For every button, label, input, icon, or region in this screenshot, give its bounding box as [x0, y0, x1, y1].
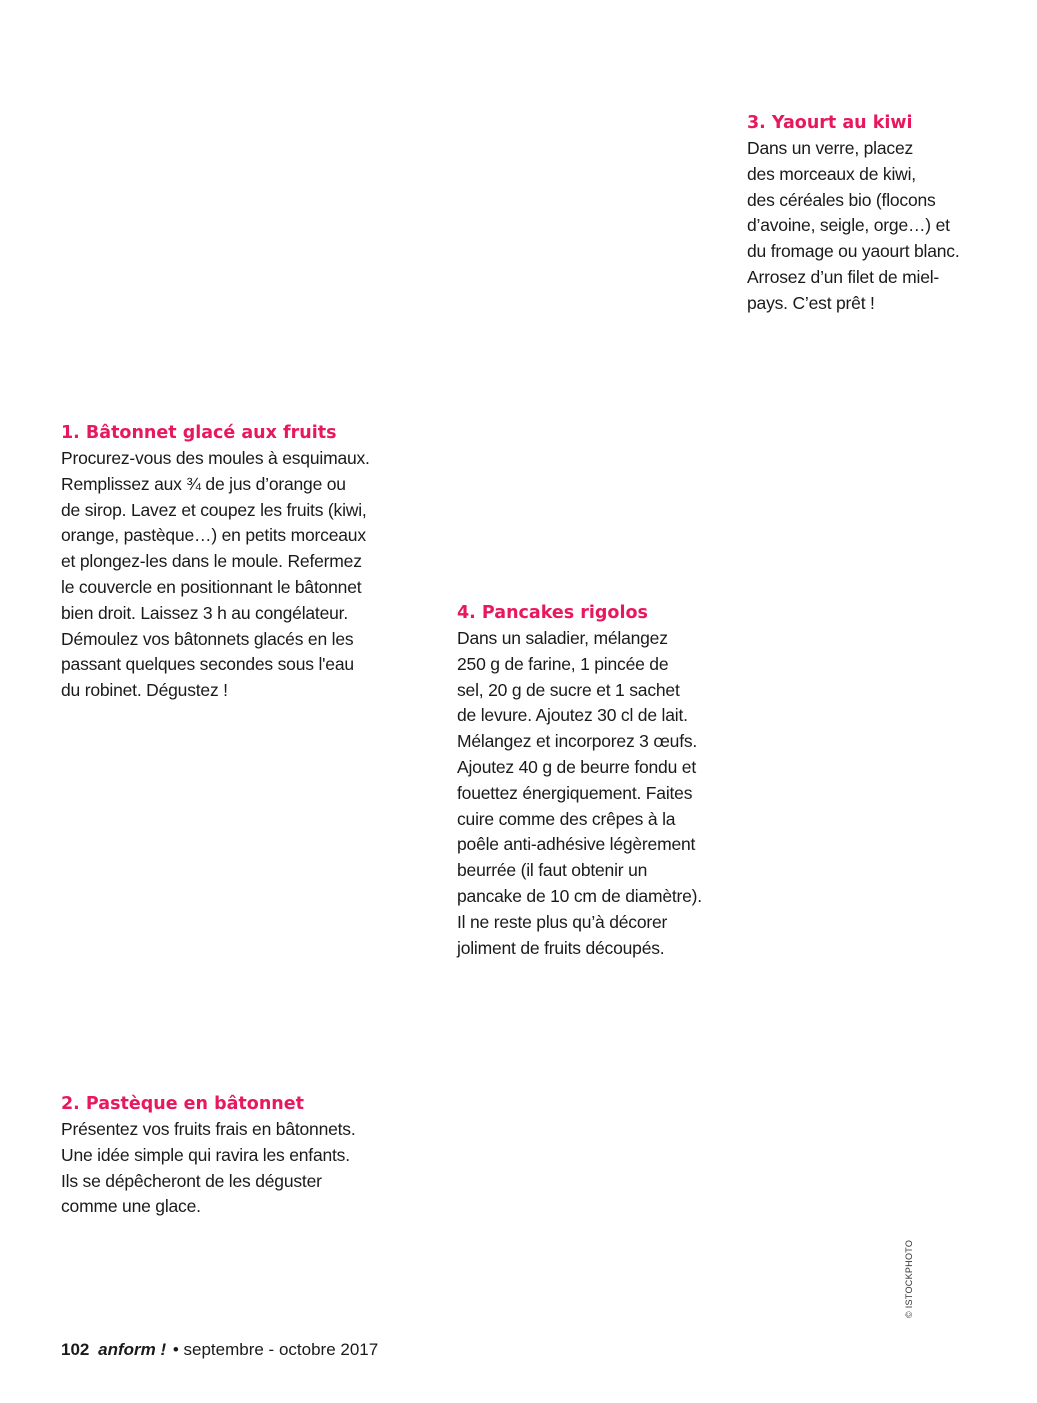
- magazine-name: anform !: [98, 1340, 167, 1359]
- recipe-title: 4. Pancakes rigolos: [457, 603, 648, 623]
- recipe-pancakes-rigolos: [457, 600, 727, 961]
- recipe-yaourt-kiwi: [747, 110, 1007, 317]
- recipe-body: Présentez vos fruits frais en bâtonnets. Une idée simple qui ravira les enfants. Ils se dépêcheront de les déguster comme une glace.: [61, 1119, 356, 1217]
- recipe-title: 2. Pastèque en bâtonnet: [61, 1094, 304, 1114]
- recipe-title: 1. Bâtonnet glacé aux fruits: [61, 423, 337, 443]
- recipe-batonnet-glace: [61, 420, 381, 704]
- recipe-pasteque-batonnet: [61, 1091, 381, 1220]
- recipe-title: 3. Yaourt au kiwi: [747, 113, 913, 133]
- page-footer: [61, 1338, 378, 1362]
- issue-date: • septembre - octobre 2017: [172, 1340, 379, 1359]
- recipe-body: Dans un saladier, mélangez 250 g de farine, 1 pincée de sel, 20 g de sucre et 1 sachet de levure. Ajoutez 30 cl de lait. Mélangez et incorporez 3 œufs. Ajoutez 40 g de beurre fondu et fouettez énergiquement. Faites cuire comme des crêpes à la poêle anti-adhésive légèrement beurrée (il faut obtenir un pancake de 10 cm de diamètre). Il ne reste plus qu’à décorer joliment de fruits découpés.: [457, 628, 702, 958]
- recipe-body: Dans un verre, placez des morceaux de kiwi, des céréales bio (flocons d’avoine, seigle, orge…) et du fromage ou yaourt blanc. Arrosez d’un filet de miel- pays. C’est prêt !: [747, 138, 960, 313]
- recipe-body: Procurez-vous des moules à esquimaux. Remplissez aux ¾ de jus d’orange ou de sirop. Lavez et coupez les fruits (kiwi, orange, pastèque…) en petits morceaux et plongez-les dans le moule. Refermez le couvercle en positionnant le bâtonnet bien droit. Laissez 3 h au congélateur. Démoulez vos bâtonnets glacés en les passant quelques secondes sous l'eau du robinet. Dégustez !: [61, 448, 370, 701]
- photo-credit: © ISTOCKPHOTO: [904, 1239, 914, 1318]
- page-number: 102: [61, 1340, 90, 1359]
